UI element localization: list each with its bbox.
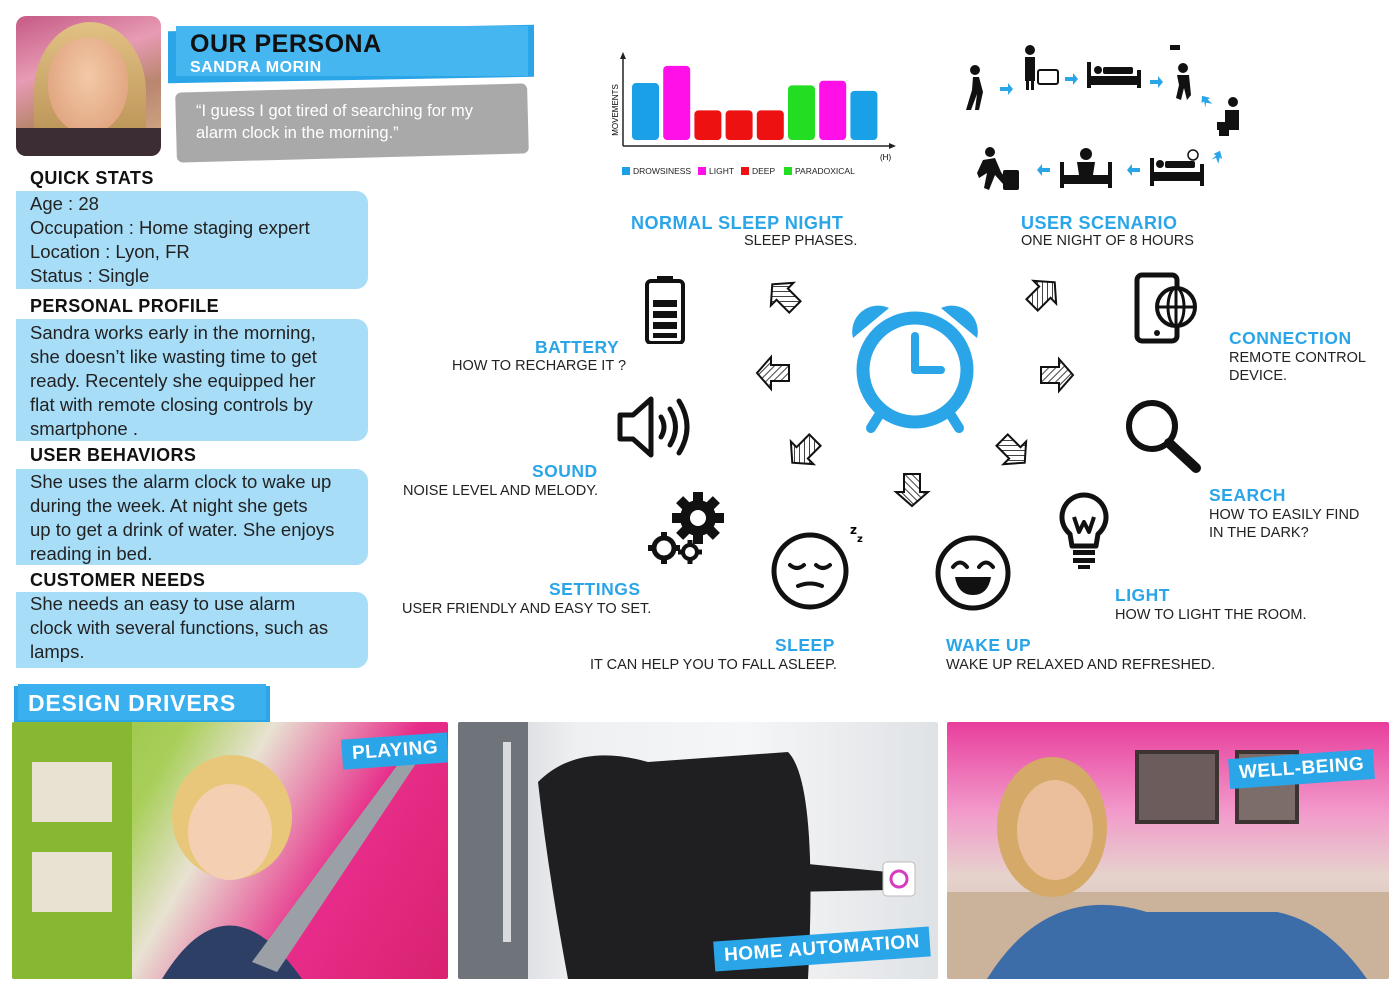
behavior-line: up to get a drink of water. She enjoys [30,519,335,540]
arrow-to-search [1041,359,1073,391]
arrow-icon [1065,73,1078,85]
behavior-line: during the week. At night she gets [30,495,308,516]
profile-line: Sandra works early in the morning, [30,322,316,343]
stat-occupation: Occupation : Home staging expert [30,217,310,238]
settings-title: SETTINGS [549,579,641,599]
tag-home-automation: HOME AUTOMATION [713,926,931,971]
profile-line: smartphone . [30,418,138,439]
arrow-icon [1127,164,1140,176]
photo-home-automation [458,722,938,979]
bar-2 [663,66,690,140]
search-desc-line: HOW TO EASILY FIND [1209,507,1360,523]
legend-swatch-deep [741,167,749,175]
legend-swatch-drowsiness [622,167,630,175]
battery-desc: HOW TO RECHARGE IT ? [452,358,627,374]
settings-desc: USER FRIENDLY AND EASY TO SET. [402,601,652,617]
search-desc [1209,506,1359,542]
personal-profile-text [30,321,360,441]
light-title: LIGHT [1115,585,1170,605]
tag-playing: PLAYING [341,732,448,769]
stat-location: Location : Lyon, FR [30,241,190,262]
sleep-chart-heading: NORMAL SLEEP NIGHT [631,213,844,233]
bar-6 [788,85,815,140]
arrow-to-connection [1021,271,1066,316]
svg-text:z: z [857,534,863,545]
sleeping-bed-icon [1087,62,1141,88]
sound-desc: NOISE LEVEL AND MELODY. [403,483,599,499]
connection-desc [1229,349,1366,385]
shower-person-icon [1170,45,1191,100]
legend-label-deep: DEEP [752,166,776,176]
happy-face-icon [933,533,1013,613]
lightbulb-icon [1058,492,1110,570]
bar-1 [632,83,659,140]
arrow-to-light [991,429,1036,474]
personal-profile-heading: PERSONAL PROFILE [30,296,220,316]
y-axis-label: MOVEMENTS [611,84,620,136]
customer-needs-text [30,592,360,664]
bar-5 [757,110,784,140]
legend-label-light: LIGHT [709,166,735,176]
sleep-desc: IT CAN HELP YOU TO FALL ASLEEP. [590,657,837,673]
battery-title: BATTERY [535,337,620,357]
wakeup-title: WAKE UP [946,635,1032,655]
legend-label-drowsiness: DROWSINESS [633,166,692,176]
arrow-to-sound [757,357,789,389]
sleep-title: SLEEP [775,635,835,655]
legend-label-paradoxical: PARADOXICAL [795,166,855,176]
arrow-icon [1037,164,1050,176]
design-drivers-heading: DESIGN DRIVERS [28,690,237,716]
arrow-icon [1211,149,1226,164]
page-title: OUR PERSONA [190,30,382,58]
user-scenario-diagram [955,40,1255,200]
behavior-line: She uses the alarm clock to wake up [30,471,332,492]
waking-bed-icon [1150,150,1204,186]
stressed-bed-icon [1060,148,1112,188]
arrow-icon [1150,76,1163,88]
stat-age: Age : 28 [30,193,99,214]
arrow-icon [1000,83,1013,95]
behavior-line: reading in bed. [30,543,153,564]
quick-stats-heading: QUICK STATS [30,168,154,188]
arrow-icon [1199,93,1214,108]
sleep-chart-subheading: SLEEP PHASES. [744,233,858,249]
bar-3 [694,110,721,140]
user-behaviors-heading: USER BEHAVIORS [30,445,197,465]
wakeup-desc: WAKE UP RELAXED AND REFRESHED. [946,657,1216,673]
walking-figure-icon [966,65,983,110]
sleep-phases-chart [600,50,900,185]
chart-legend [622,166,855,176]
profile-line: flat with remote closing controls by [30,394,313,415]
legend-swatch-paradoxical [784,167,792,175]
toilet-person-icon [1217,97,1239,136]
connection-desc-line: REMOTE CONTROL [1229,350,1366,366]
y-axis-arrow [620,52,626,59]
x-axis-label: (H) [880,153,892,162]
gears-icon [648,490,728,566]
connection-title: CONNECTION [1229,328,1352,348]
stat-status: Status : Single [30,265,150,286]
svg-text:z: z [850,523,857,537]
bar-8 [850,91,877,140]
connection-desc-line: DEVICE. [1229,368,1288,384]
arrow-to-settings [781,429,826,474]
smartphone-globe-icon [1134,272,1198,344]
light-desc: HOW TO LIGHT THE ROOM. [1115,607,1307,623]
radial-arrows [740,270,1100,520]
user-scenario-subheading: ONE NIGHT OF 8 HOURS [1021,233,1194,249]
persona-quote: “I guess I got tired of searching for my alarm clock in the morning.” [196,102,473,142]
profile-line: she doesn’t like wasting time to get [30,346,317,367]
persona-name: SANDRA MORIN [190,59,322,76]
running-luggage-icon [977,147,1019,190]
bar-4 [726,110,753,140]
search-icon [1124,398,1202,474]
needs-line: clock with several functions, such as [30,617,329,638]
bar-7 [819,81,846,140]
user-scenario-heading: USER SCENARIO [1021,213,1178,233]
needs-line: She needs an easy to use alarm [30,593,296,614]
x-axis-arrow [889,143,896,149]
battery-icon [645,276,685,344]
profile-line: ready. Recentely she equipped her [30,370,316,391]
legend-swatch-light [698,167,706,175]
speaker-icon [617,395,691,459]
tag-well-being: WELL-BEING [1228,749,1375,789]
persona-photo [16,16,161,156]
arrow-to-battery [761,273,806,318]
person-at-alarm-icon [1025,45,1058,90]
search-title: SEARCH [1209,485,1286,505]
needs-line: lamps. [30,641,85,662]
sound-title: SOUND [532,461,598,481]
photo-playing [12,722,448,979]
quick-stats-text [30,192,360,288]
user-behaviors-text [30,470,360,566]
photo-well-being [947,722,1389,979]
arrow-to-sleep [896,474,928,506]
customer-needs-heading: CUSTOMER NEEDS [30,570,206,590]
search-desc-line: IN THE DARK? [1209,525,1309,541]
bars-group [632,66,877,140]
sleeping-face-icon [770,520,872,610]
